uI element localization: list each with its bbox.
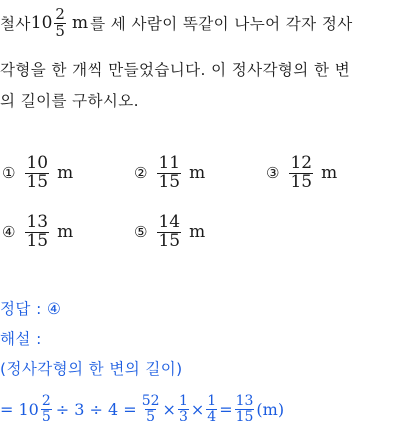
fraction-numerator: 2 [41,392,51,409]
option-marker: ③ [266,164,280,183]
fraction-denominator: 15 [158,230,181,251]
option-marker: ④ [2,223,16,242]
option-fraction [25,214,49,251]
fraction-numerator: 12 [290,153,313,173]
eq-times-2: × [190,399,205,419]
length-unit: m [71,13,89,33]
fraction-numerator: 13 [26,212,49,232]
option-fraction [157,155,181,192]
option-5[interactable] [134,214,205,251]
fraction-numerator: 14 [158,212,181,232]
question-prefix: 철사 [0,15,31,33]
option-2[interactable] [134,155,205,192]
fraction-numerator: 10 [26,153,49,173]
fraction-numerator: 1 [178,392,188,409]
eq-fraction-result [235,394,255,424]
eq-lead: = 10 [0,399,39,419]
fraction-numerator: 52 [141,392,160,409]
option-unit: m [189,222,206,243]
mixed-number-whole: 10 [30,13,53,33]
question-line-3: 의 길이를 구하시오. [0,92,139,110]
eq-equals: = [219,399,233,419]
fraction-denominator: 15 [26,171,49,192]
fraction-denominator: 15 [158,171,181,192]
fraction-denominator: 15 [290,171,313,192]
option-fraction [25,155,49,192]
option-marker: ② [134,164,148,183]
eq-times-1: × [162,399,176,419]
option-unit: m [57,163,74,184]
eq-fraction-4 [206,394,217,424]
fraction-denominator: 5 [146,408,156,425]
mixed-number-fraction [54,4,66,40]
question-line-1 [0,0,353,46]
solution-equation [0,386,284,432]
fraction-denominator: 5 [41,408,51,425]
eq-fraction-1 [41,394,52,424]
fraction-denominator: 3 [178,408,188,425]
answer-label: 정답 : ④ [0,300,62,318]
fraction-denominator: 15 [235,408,254,425]
eq-unit: (m) [256,399,285,419]
option-fraction [157,214,181,251]
option-1[interactable] [2,155,73,192]
option-4[interactable] [2,214,73,251]
fraction-numerator: 1 [207,392,217,409]
explanation-note: (정사각형의 한 변의 길이) [0,360,183,378]
fraction-denominator: 5 [55,21,65,40]
explanation-label: 해설 : [0,330,42,348]
fraction-numerator: 11 [158,153,181,173]
option-unit: m [321,163,338,184]
option-unit: m [189,163,206,184]
option-marker: ⑤ [134,223,148,242]
eq-fraction-2 [141,394,161,424]
fraction-denominator: 15 [26,230,49,251]
option-3[interactable] [266,155,337,192]
eq-operators: ÷ 3 ÷ 4 = [55,399,137,419]
option-marker: ① [2,164,16,183]
option-fraction [289,155,313,192]
fraction-numerator: 2 [55,4,65,23]
eq-fraction-3 [178,394,189,424]
fraction-numerator: 13 [235,392,254,409]
fraction-denominator: 4 [207,408,217,425]
question-line-2: 각형을 한 개씩 만들었습니다. 이 정사각형의 한 변 [0,61,351,79]
option-unit: m [57,222,74,243]
question-suffix: 를 세 사람이 똑같이 나누어 각자 정사 [90,15,353,33]
